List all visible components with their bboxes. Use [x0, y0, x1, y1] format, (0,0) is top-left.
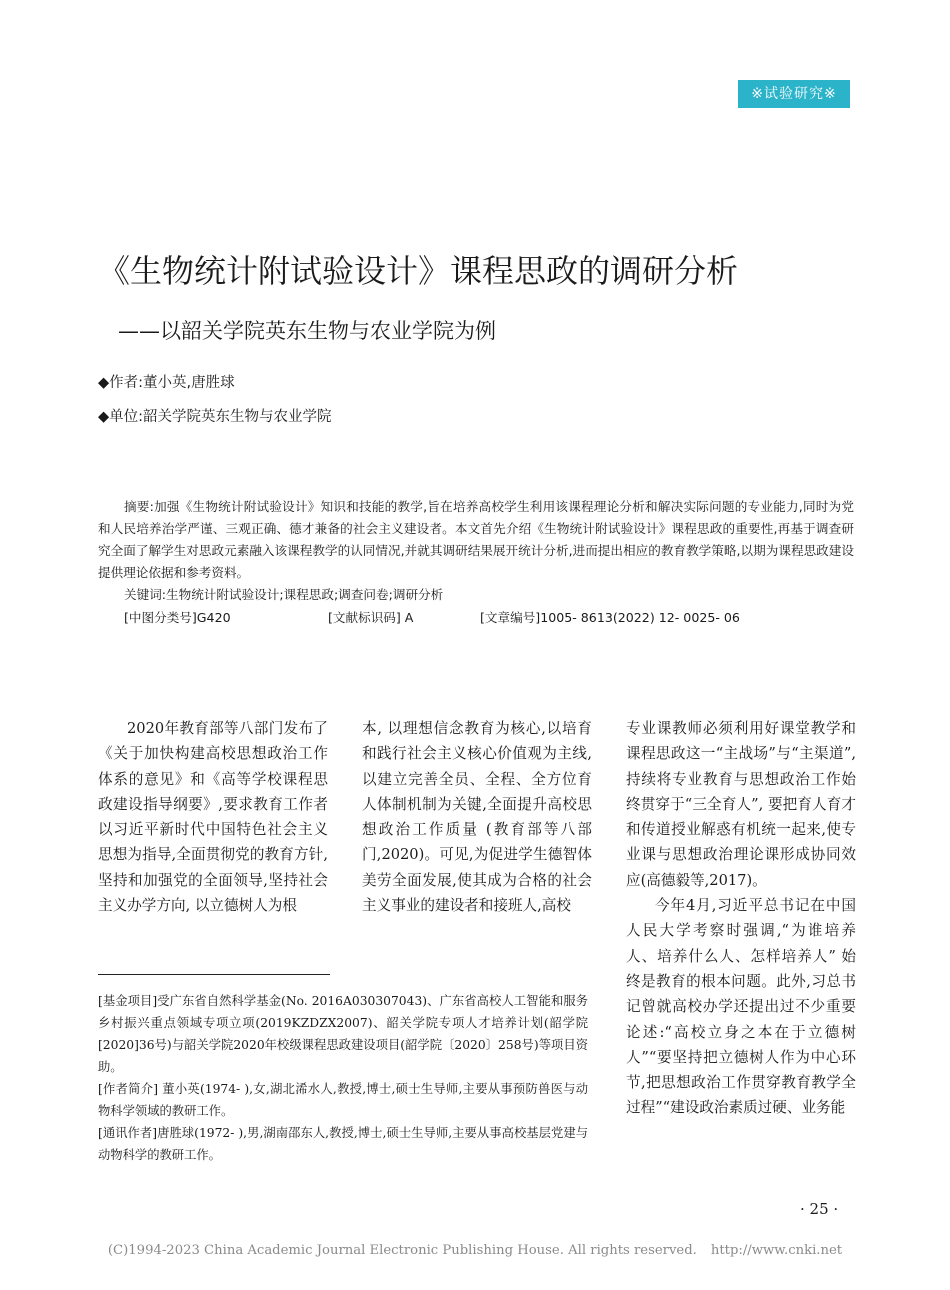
page-number: · 25 · — [800, 1200, 839, 1218]
copyright-footer — [0, 1241, 950, 1261]
footnote-divider — [98, 974, 330, 975]
body-paragraph: 专业课教师必须利用好课堂教学和课程思政这一“主战场”与“主渠道”,持续将专业教育与思想政治工作始终贯穿于“三全育人”, 要把育人育才和传道授业解惑有机统一起来,使专业课与思想政治理论课形成协同效应(高德毅等,2017)。 — [626, 720, 856, 889]
author-line: ◆作者:董小英,唐胜球 — [98, 375, 235, 391]
body-column-3 — [626, 716, 856, 1121]
footnote-author-intro: [作者简介] 董小英(1974- ),女,湖北浠水人,教授,博士,硕士生导师,主要从事预防兽医与动物科学领域的教研工作。 — [98, 1082, 588, 1118]
body-column-2 — [362, 716, 592, 918]
keywords: 关键词:生物统计附试验设计;课程思政;调查问卷;调研分析 — [124, 587, 444, 602]
body-column-1 — [98, 716, 328, 918]
article-number: [文章编号]1005- 8613(2022) 12- 0025- 06 — [480, 610, 740, 625]
footnotes — [98, 990, 588, 1166]
abstract: 摘要:加强《生物统计附试验设计》知识和技能的教学,旨在培养高校学生利用该课程理论分析和解决实际问题的专业能力,同时为党和人民培养治学严谨、三观正确、德才兼备的社会主义建设者。本文首先介绍《生物统计附试验设计》课程思政的重要性,再基于调查研究全面了解学生对思政元素融入该课程教学的认同情况,并就其调研结果展开统计分析,进而提出相应的教育教学策略,以期为课程思政建设提供理论依据和参考资料。 — [98, 499, 854, 580]
footnote-funding: [基金项目]受广东省自然科学基金(No. 2016A030307043)、广东省高校人工智能和服务乡村振兴重点领域专项立项(2019KZDZX2007)、韶关学院专项人才培养计划(韶学院[2020]36号)与韶关学院2020年校级课程思政建设项目(韶学院〔2020〕258号)等项目资助。 — [98, 994, 588, 1074]
clc-number: [中图分类号]G420 — [124, 610, 231, 625]
document-code: [文献标识码] A — [328, 610, 414, 625]
affiliation-line: ◆单位:韶关学院英东生物与农业学院 — [98, 409, 332, 425]
footnote-corresponding-author: [通讯作者]唐胜球(1972- ),男,湖南邵东人,教授,博士,硕士生导师,主要从事高校基层党建与动物科学的教研工作。 — [98, 1126, 588, 1162]
copyright-text: (C)1994-2023 China Academic Journal Electronic Publishing House. All rights reserved. — [107, 1243, 697, 1258]
article-title: 《生物统计附试验设计》课程思政的调研分析 — [98, 252, 739, 290]
body-paragraph: 今年4月,习近平总书记在中国人民大学考察时强调,“为谁培养人、培养什么人、怎样培养人” 始终是教育的根本问题。此外,习总书记曾就高校办学还提出过不少重要论述:“高校立身之本在于立德树人”“要坚持把立德树人作为中心环节,把思想政治工作贯穿教育教学全过程”“建设政治素质过硬、业务能 — [626, 897, 856, 1117]
article-subtitle: ——以韶关学院英东生物与农业学院为例 — [118, 319, 496, 343]
section-badge: ※试验研究※ — [738, 80, 850, 108]
cnki-url: http://www.cnki.net — [710, 1243, 843, 1258]
body-paragraph: 本, 以理想信念教育为核心,以培育和践行社会主义核心价值观为主线, 以建立完善全员、全程、全方位育人体制机制为关键,全面提升高校思想政治工作质量 (教育部等八部门,2020)。可见,为促进学生德智体美劳全面发展,使其成为合格的社会主义事业的建设者和接班人,高校 — [362, 720, 592, 915]
body-paragraph: 2020年教育部等八部门发布了《关于加快构建高校思想政治工作体系的意见》和《高等学校课程思政建设指导纲要》,要求教育工作者以习近平新时代中国特色社会主义思想为指导,全面贯彻党的教育方针,坚持和加强党的全面领导,坚持社会主义办学方向, 以立德树人为根 — [98, 720, 328, 915]
